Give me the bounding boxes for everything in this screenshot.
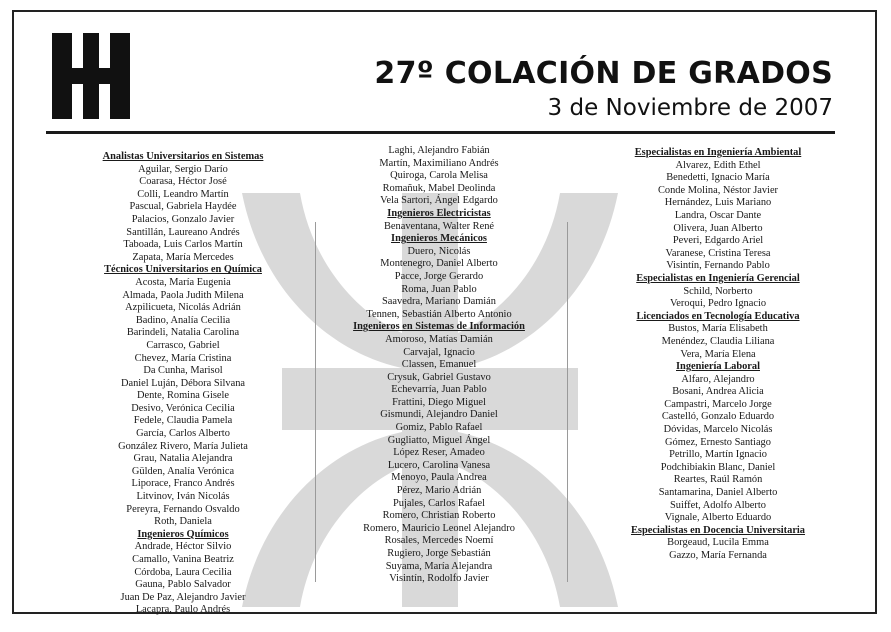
graduate-name: Benedetti, Ignacio María	[666, 172, 770, 184]
graduate-name: Gismundi, Alejandro Daniel	[380, 409, 498, 421]
graduate-name: Pérez, Mario Adrián	[396, 485, 482, 497]
graduate-name: Podchibiakin Blanc, Daniel	[660, 461, 776, 473]
graduate-name: Pujales, Carlos Rafael	[392, 497, 486, 509]
graduate-name: Da Cunha, Marisol	[143, 365, 223, 377]
graduate-name: Azpilicueta, Nicolás Adrián	[125, 302, 241, 314]
graduate-name: Laghi, Alejandro Fabián	[388, 145, 490, 156]
graduate-name: Palacios, Gonzalo Javier	[131, 213, 235, 225]
graduate-name: Saavedra, Mariano Damián	[382, 296, 496, 308]
graduate-name: Pacce, Jorge Gerardo	[394, 270, 484, 282]
graduate-name: Chevez, María Cristina	[134, 352, 232, 364]
graduate-name: Liporace, Franco Andrés	[131, 478, 235, 490]
graduate-name: Juan De Paz, Alejandro Javier	[120, 591, 246, 603]
graduate-name: Daniel Luján, Débora Silvana	[120, 377, 246, 389]
graduate-name: Coarasa, Héctor José	[139, 176, 227, 188]
graduate-name: Roma, Juan Pablo	[401, 283, 477, 295]
graduate-name: Suiffet, Adolfo Alberto	[670, 499, 766, 511]
graduate-name: Benaventana, Walter René	[383, 220, 495, 232]
graduate-name: Pascual, Gabriela Haydée	[129, 201, 237, 213]
graduate-name: Rosales, Mercedes Noemí	[384, 535, 494, 547]
column-divider-right	[567, 222, 568, 582]
graduate-name: Litvinov, Iván Nicolás	[136, 491, 230, 503]
graduate-name: Crysuk, Gabriel Gustavo	[387, 371, 491, 383]
page-title: 27º COLACIÓN DE GRADOS	[374, 56, 833, 91]
graduate-name: Badino, Analía Cecilia	[135, 314, 231, 326]
graduate-name: Desivo, Verónica Cecilia	[131, 402, 235, 414]
graduate-name: Zapata, María Mercedes	[132, 251, 234, 263]
section-heading: Ingenieros en Sistemas de Información	[353, 321, 525, 333]
graduate-name: Barindeli, Natalia Carolina	[126, 327, 240, 339]
section-heading: Especialistas en Docencia Universitaria	[630, 524, 806, 536]
graduate-name: Quiroga, Carola Melisa	[390, 170, 488, 182]
graduate-name: Peveri, Edgardo Ariel	[672, 235, 764, 247]
graduates-column-2	[326, 145, 552, 586]
graduate-name: Gauna, Pablo Salvador	[135, 579, 231, 591]
graduate-name: Campastri, Marcelo Jorge	[664, 398, 772, 410]
graduate-name: Alfaro, Alejandro	[681, 373, 755, 385]
header-divider	[46, 131, 835, 134]
section-heading: Técnicos Universitarios en Química	[104, 264, 262, 276]
section-heading: Licenciados en Tecnología Educativa	[636, 310, 800, 322]
section-heading: Especialistas en Ingeniería Ambiental	[634, 147, 802, 158]
graduate-name: Santillán, Laureano Andrés	[126, 226, 240, 238]
graduate-name: Dente, Romina Gisele	[136, 390, 230, 402]
graduate-name: Amoroso, Matías Damián	[385, 333, 493, 345]
graduate-name: Lucero, Carolina Vanesa	[387, 459, 491, 471]
graduate-name: Varanese, Cristina Teresa	[665, 247, 771, 259]
graduate-name: Olivera, Juan Alberto	[673, 222, 763, 234]
graduate-name: Lacapra, Paulo Andrés	[135, 604, 231, 616]
graduate-name: Romero, Christian Roberto	[382, 510, 496, 522]
graduate-name: Vignale, Alberto Eduardo	[664, 512, 772, 524]
graduate-name: Suyama, María Alejandra	[385, 560, 493, 572]
graduate-name: Gómez, Ernesto Santiago	[665, 436, 771, 448]
graduate-name: Borgeaud, Lucila Emma	[667, 537, 769, 549]
section-heading: Especialistas en Ingeniería Gerencial	[636, 272, 800, 284]
graduate-name: Camallo, Vanina Beatriz	[132, 554, 234, 565]
graduate-name: Romero, Mauricio Leonel Alejandro	[363, 522, 515, 534]
graduate-name: Vela Sartori, Ángel Edgardo	[380, 195, 498, 207]
graduate-name: Montenegro, Daniel Alberto	[380, 258, 498, 270]
graduate-name: Gülden, Analía Verónica	[131, 465, 235, 477]
graduate-name: Gazzo, María Fernanda	[669, 550, 767, 561]
graduate-name: González Rivero, María Julieta	[118, 440, 248, 452]
graduate-name: Colli, Leandro Martín	[137, 188, 229, 200]
graduate-name: Córdoba, Laura Cecilia	[134, 566, 232, 578]
graduate-name: Carrasco, Gabriel	[146, 339, 220, 351]
graduate-name: Taboada, Luis Carlos Martín	[123, 239, 243, 251]
graduate-name: Bosani, Andrea Alicia	[672, 386, 764, 398]
graduate-name: Frattini, Diego Miguel	[392, 396, 486, 408]
graduate-name: Acosta, María Eugenia	[135, 276, 231, 288]
graduate-name: Tennen, Sebastián Alberto Antonio	[366, 308, 512, 320]
graduate-name: Almada, Paola Judith Milena	[122, 289, 244, 301]
graduate-name: Grau, Natalia Alejandra	[133, 453, 233, 465]
graduates-column-1	[70, 151, 296, 617]
section-heading: Ingenieros Químicos	[137, 528, 229, 540]
graduate-name: Roth, Daniela	[154, 516, 212, 528]
graduate-name: Alvarez, Edith Ethel	[675, 159, 761, 171]
graduate-name: Conde Molina, Néstor Javier	[657, 184, 779, 196]
page-subtitle: 3 de Noviembre de 2007	[547, 95, 833, 121]
graduate-name: Santamarina, Daniel Alberto	[658, 487, 778, 499]
graduate-name: Fedele, Claudia Pamela	[133, 415, 233, 427]
graduate-name: Veroqui, Pedro Ignacio	[669, 298, 767, 310]
utn-logo-icon	[52, 33, 130, 119]
graduate-name: Visintín, Fernando Pablo	[666, 260, 770, 272]
graduate-name: Visintín, Rodolfo Javier	[389, 573, 489, 585]
graduate-name: López Reser, Amadeo	[393, 447, 485, 459]
section-heading: Ingenieros Electricistas	[387, 207, 491, 219]
graduate-name: Menoyo, Paula Andrea	[391, 472, 487, 484]
graduate-name: Landra, Oscar Dante	[674, 209, 762, 221]
graduate-name: Petrillo, Martín Ignacio	[669, 449, 767, 461]
graduate-name: Schild, Norberto	[683, 285, 753, 297]
section-heading: Ingenieros Mecánicos	[391, 233, 487, 245]
graduates-column-3	[605, 147, 831, 563]
graduate-name: Carvajal, Ignacio	[403, 346, 475, 358]
graduate-name: Pereyra, Fernando Osvaldo	[126, 503, 240, 515]
section-heading: Ingeniería Laboral	[676, 361, 760, 373]
graduate-name: Dóvidas, Marcelo Nicolás	[663, 424, 773, 436]
graduate-name: Echevarría, Juan Pablo	[391, 384, 487, 396]
graduate-name: Menéndez, Claudia Liliana	[661, 335, 775, 347]
graduate-name: Gugliatto, Miguel Ángel	[387, 434, 491, 446]
graduate-name: Duero, Nicolás	[407, 245, 471, 257]
graduate-name: Andrade, Héctor Silvio	[134, 541, 232, 553]
column-divider-left	[315, 222, 316, 582]
graduate-name: Bustos, María Elisabeth	[668, 323, 768, 335]
graduate-name: Castelló, Gonzalo Eduardo	[661, 411, 775, 423]
graduate-name: Romañuk, Mabel Deolinda	[382, 182, 496, 194]
section-heading: Analistas Universitarios en Sistemas	[102, 151, 264, 162]
graduate-name: Aguilar, Sergio Darío	[138, 163, 228, 175]
graduate-name: Rugiero, Jorge Sebastián	[387, 548, 491, 559]
graduate-name: Martín, Maximiliano Andrés	[379, 157, 499, 169]
graduate-name: Vera, María Elena	[680, 348, 756, 360]
graduate-name: García, Carlos Alberto	[136, 428, 230, 440]
graduate-name: Gomiz, Pablo Rafael	[395, 422, 483, 434]
graduate-name: Reartes, Raúl Ramón	[673, 474, 763, 486]
graduate-name: Classen, Emanuel	[401, 359, 477, 371]
graduate-name: Hernández, Luis Mariano	[664, 197, 772, 209]
